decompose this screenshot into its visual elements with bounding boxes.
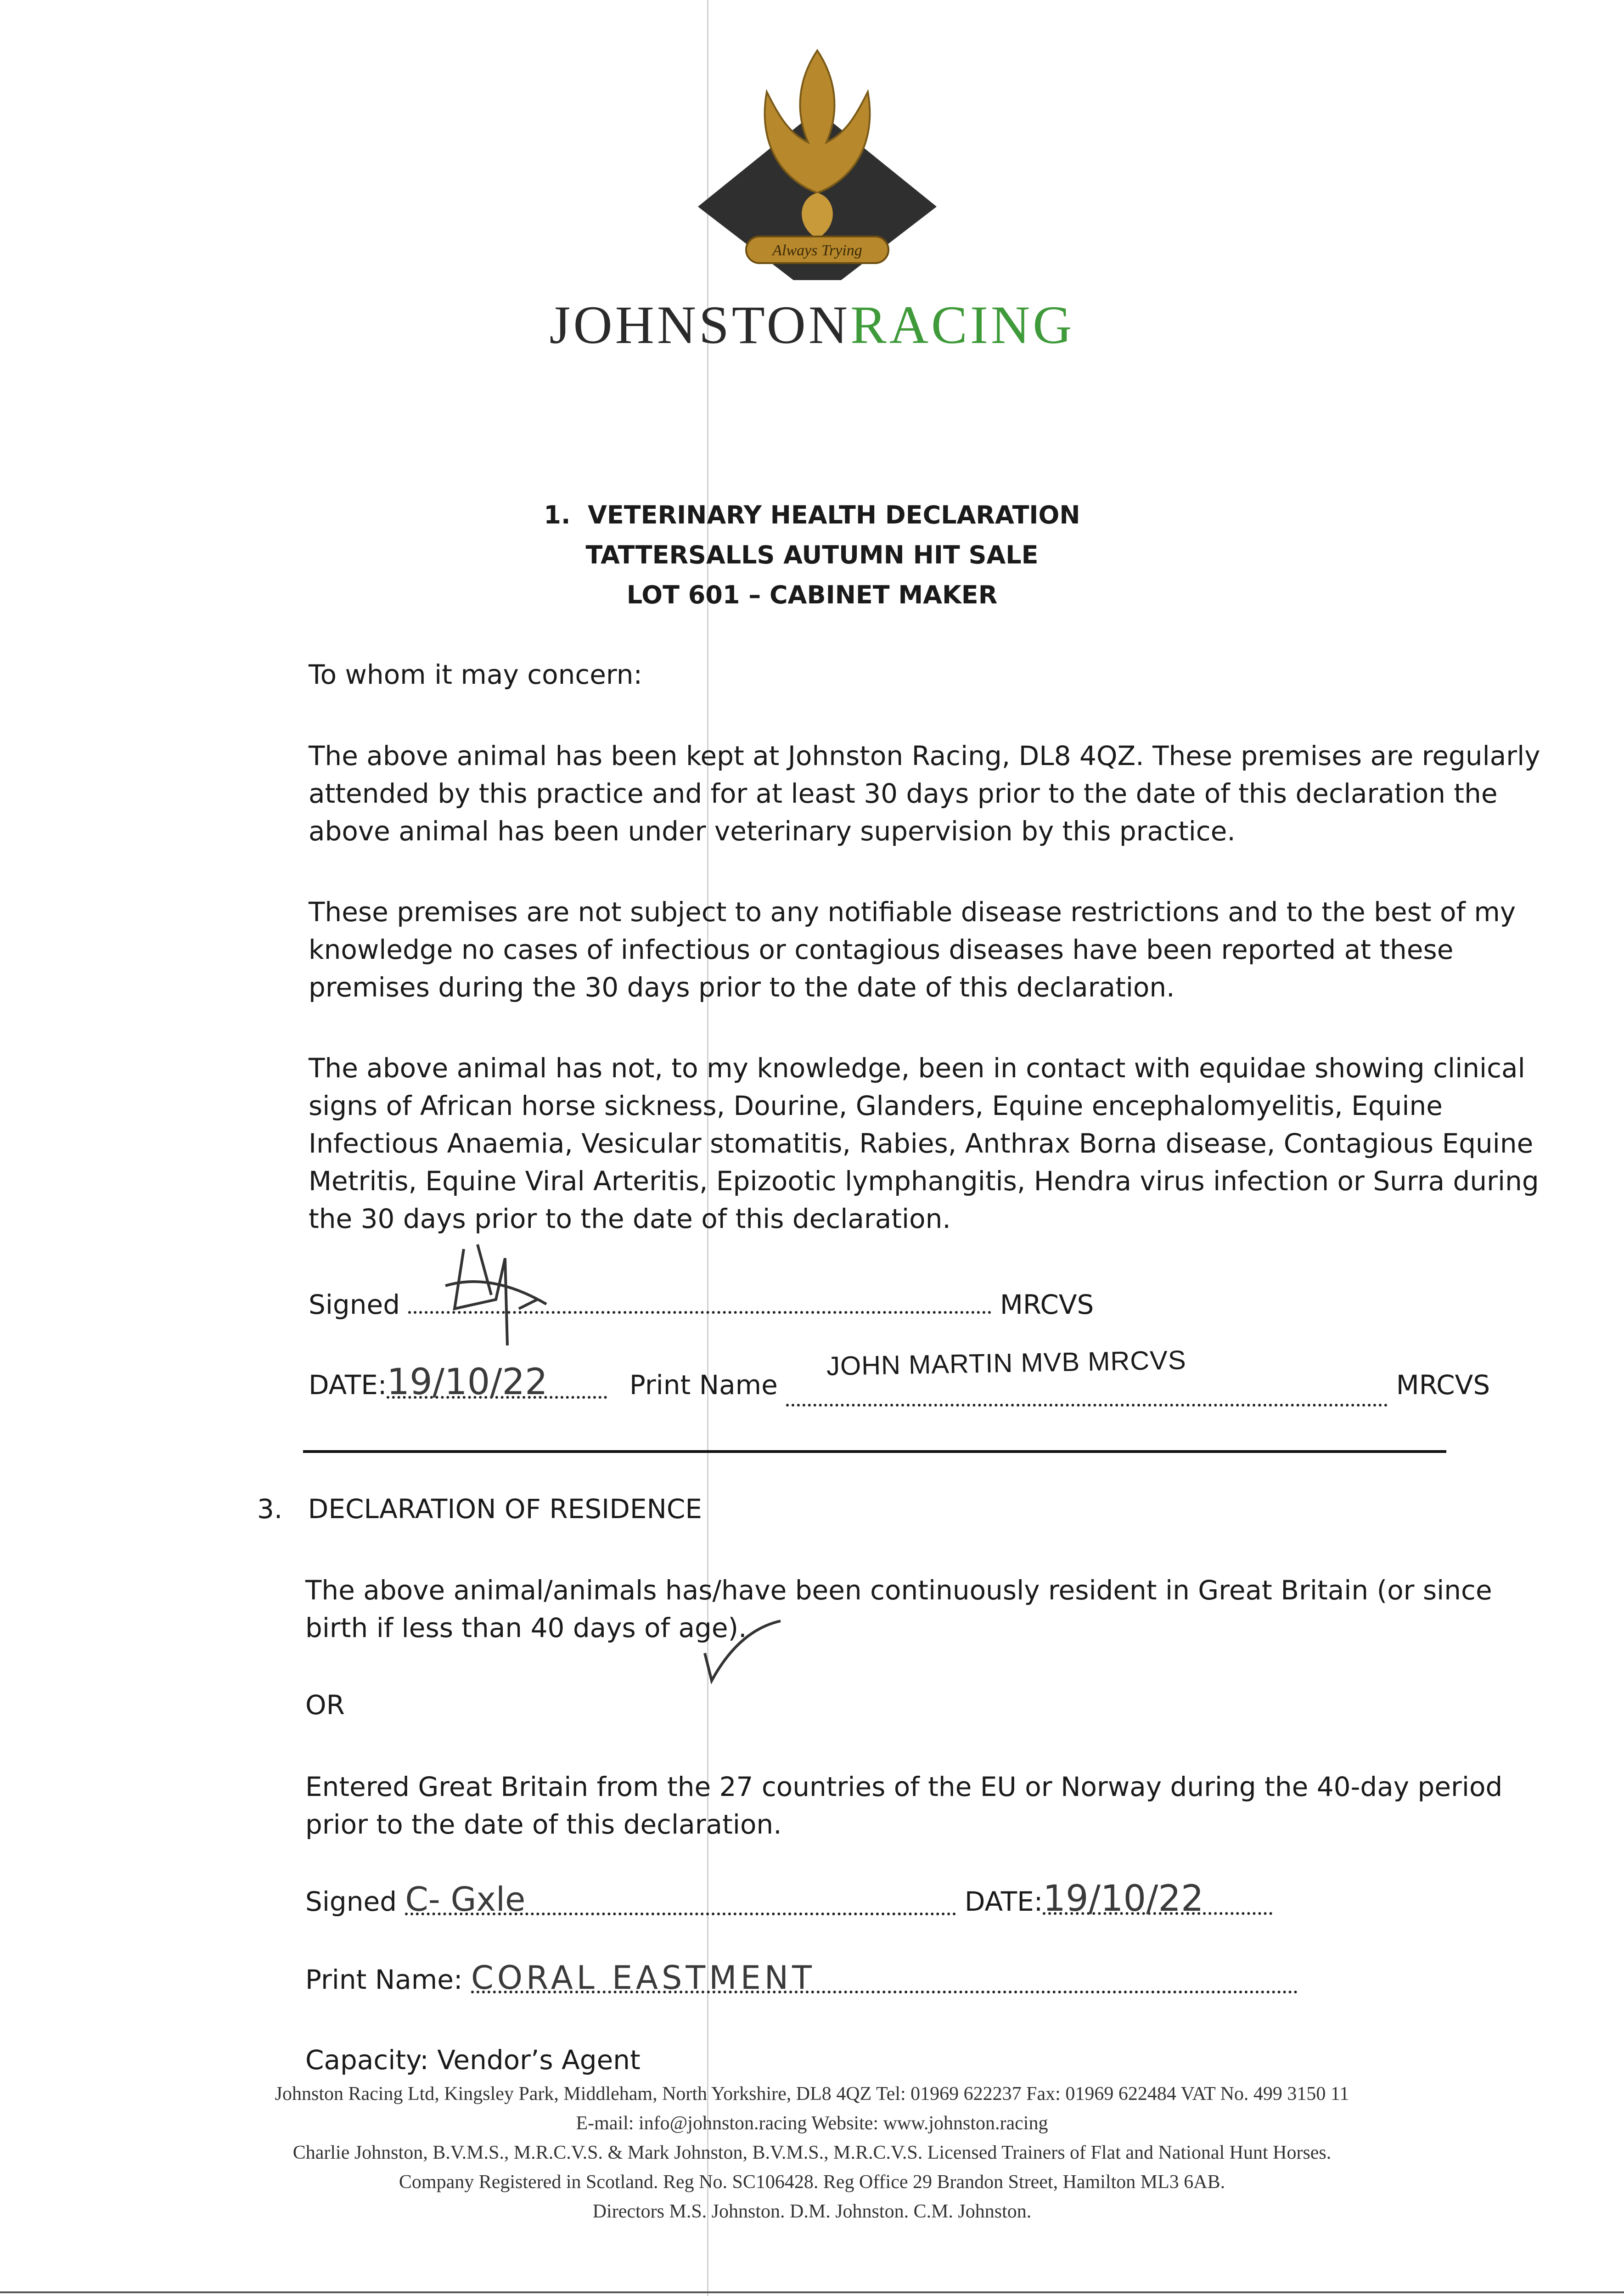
section1-number: 1.	[544, 501, 571, 529]
vet-print-stamp: JOHN MARTIN MVB MRCVS	[826, 1345, 1187, 1381]
residence-b-line: Entered Great Britain from the 27 countries of the EU or Norway during the 40-day period	[305, 1771, 1503, 1802]
section3-title: DECLARATION OF RESIDENCE	[308, 1493, 702, 1525]
or-text: OR	[305, 1689, 345, 1721]
agent-print-value: CORAL EASTMENT	[471, 1965, 1298, 1993]
checkmark-icon	[698, 1612, 790, 1694]
para1-line: The above animal has been kept at Johnston Racing, DL8 4QZ. These premises are regularly	[309, 740, 1540, 771]
agent-signed-label: Signed	[305, 1886, 397, 1917]
agent-print-label: Print Name:	[305, 1964, 463, 1995]
residence-option-a	[305, 1571, 1492, 1647]
para1-line: above animal has been under veterinary supervision by this practice.	[309, 816, 1236, 847]
vet-signed-suffix: MRCVS	[1000, 1289, 1094, 1320]
agent-print-line	[305, 1961, 1298, 1998]
paragraph-premises-kept	[309, 737, 1540, 850]
logo-motto: Always Trying	[772, 242, 862, 259]
section1-heading	[0, 501, 1624, 529]
para3-line: Infectious Anaemia, Vesicular stomatitis, Rabies, Anthrax Borna disease, Contagious Equine	[309, 1128, 1534, 1159]
vet-signed-line	[309, 1286, 1094, 1323]
vet-date-label: DATE:	[309, 1369, 387, 1401]
section3-number: 3.	[257, 1493, 283, 1525]
agent-signed-line	[305, 1878, 1272, 1920]
salutation: To whom it may concern:	[309, 659, 643, 690]
section3-heading	[257, 1490, 702, 1528]
vet-signature-scribble	[427, 1231, 574, 1368]
vet-print-suffix: MRCVS	[1396, 1369, 1490, 1401]
paragraph-no-restrictions	[309, 893, 1516, 1006]
page-bottom-edge	[0, 2291, 1624, 2293]
section1-title: VETERINARY HEALTH DECLARATION	[588, 501, 1080, 529]
agent-signature-value: C- Gxle	[405, 1886, 956, 1915]
footer-line: Johnston Racing Ltd, Kingsley Park, Middleham, North Yorkshire, DL8 4QZ Tel: 01969 622237 Fax: 01969 622484 VAT No. 499 3150 11	[275, 2083, 1349, 2105]
paragraph-no-contact	[309, 1049, 1539, 1238]
lot-heading: LOT 601 – CABINET MAKER	[626, 580, 998, 609]
para2-line: These premises are not subject to any notifiable disease restrictions and to the best of my	[309, 896, 1516, 928]
company-footer	[0, 2079, 1624, 2226]
agent-date-label: DATE:	[964, 1886, 1043, 1917]
para2-line: knowledge no cases of infectious or contagious diseases have been reported at these	[309, 934, 1454, 965]
agent-date-value: 19/10/22	[1043, 1885, 1272, 1915]
section-divider	[303, 1450, 1446, 1453]
brand-green-text: RACING	[850, 295, 1075, 355]
para3-line: Metritis, Equine Viral Arteritis, Epizootic lymphangitis, Hendra virus infection or Surra during	[309, 1165, 1539, 1197]
para3-line: The above animal has not, to my knowledge, been in contact with equidae showing clinical	[309, 1052, 1525, 1084]
vet-print-label: Print Name	[629, 1369, 778, 1401]
residence-a-line: birth if less than 40 days of age).	[305, 1612, 747, 1643]
brand-dark-text: JOHNSTON	[549, 295, 851, 355]
para2-line: premises during the 30 days prior to the date of this declaration.	[309, 972, 1175, 1003]
johnston-racing-logo	[643, 41, 992, 280]
brand-wordmark	[0, 294, 1624, 356]
para1-line: attended by this practice and for at least 30 days prior to the date of this declaration the	[309, 778, 1498, 809]
sale-heading: TATTERSALLS AUTUMN HIT SALE	[585, 540, 1039, 569]
para3-line: the 30 days prior to the date of this declaration.	[309, 1203, 951, 1234]
footer-line: Company Registered in Scotland. Reg No. SC106428. Reg Office 29 Brandon Street, Hamilton ML3 6AB.	[399, 2172, 1225, 2193]
residence-a-line: The above animal/animals has/have been continuously resident in Great Britain (or since	[305, 1575, 1492, 1606]
footer-line: Charlie Johnston, B.V.M.S., M.R.C.V.S. & Mark Johnston, B.V.M.S., M.R.C.V.S. Licensed Trainers of Flat and National Hunt Horses.	[292, 2142, 1332, 2163]
residence-b-line: prior to the date of this declaration.	[305, 1809, 782, 1840]
footer-line: Directors M.S. Johnston. D.M. Johnston. C.M. Johnston.	[592, 2201, 1032, 2222]
para3-line: signs of African horse sickness, Dourine, Glanders, Equine encephalomyelitis, Equine	[309, 1090, 1443, 1121]
capacity-text: Capacity: Vendor’s Agent	[305, 2044, 641, 2076]
vet-signed-label: Signed	[309, 1289, 400, 1320]
footer-line: E-mail: info@johnston.racing Website: www.johnston.racing	[576, 2113, 1048, 2134]
vet-date-value: 19/10/22	[387, 1368, 607, 1399]
residence-option-b	[305, 1768, 1502, 1843]
